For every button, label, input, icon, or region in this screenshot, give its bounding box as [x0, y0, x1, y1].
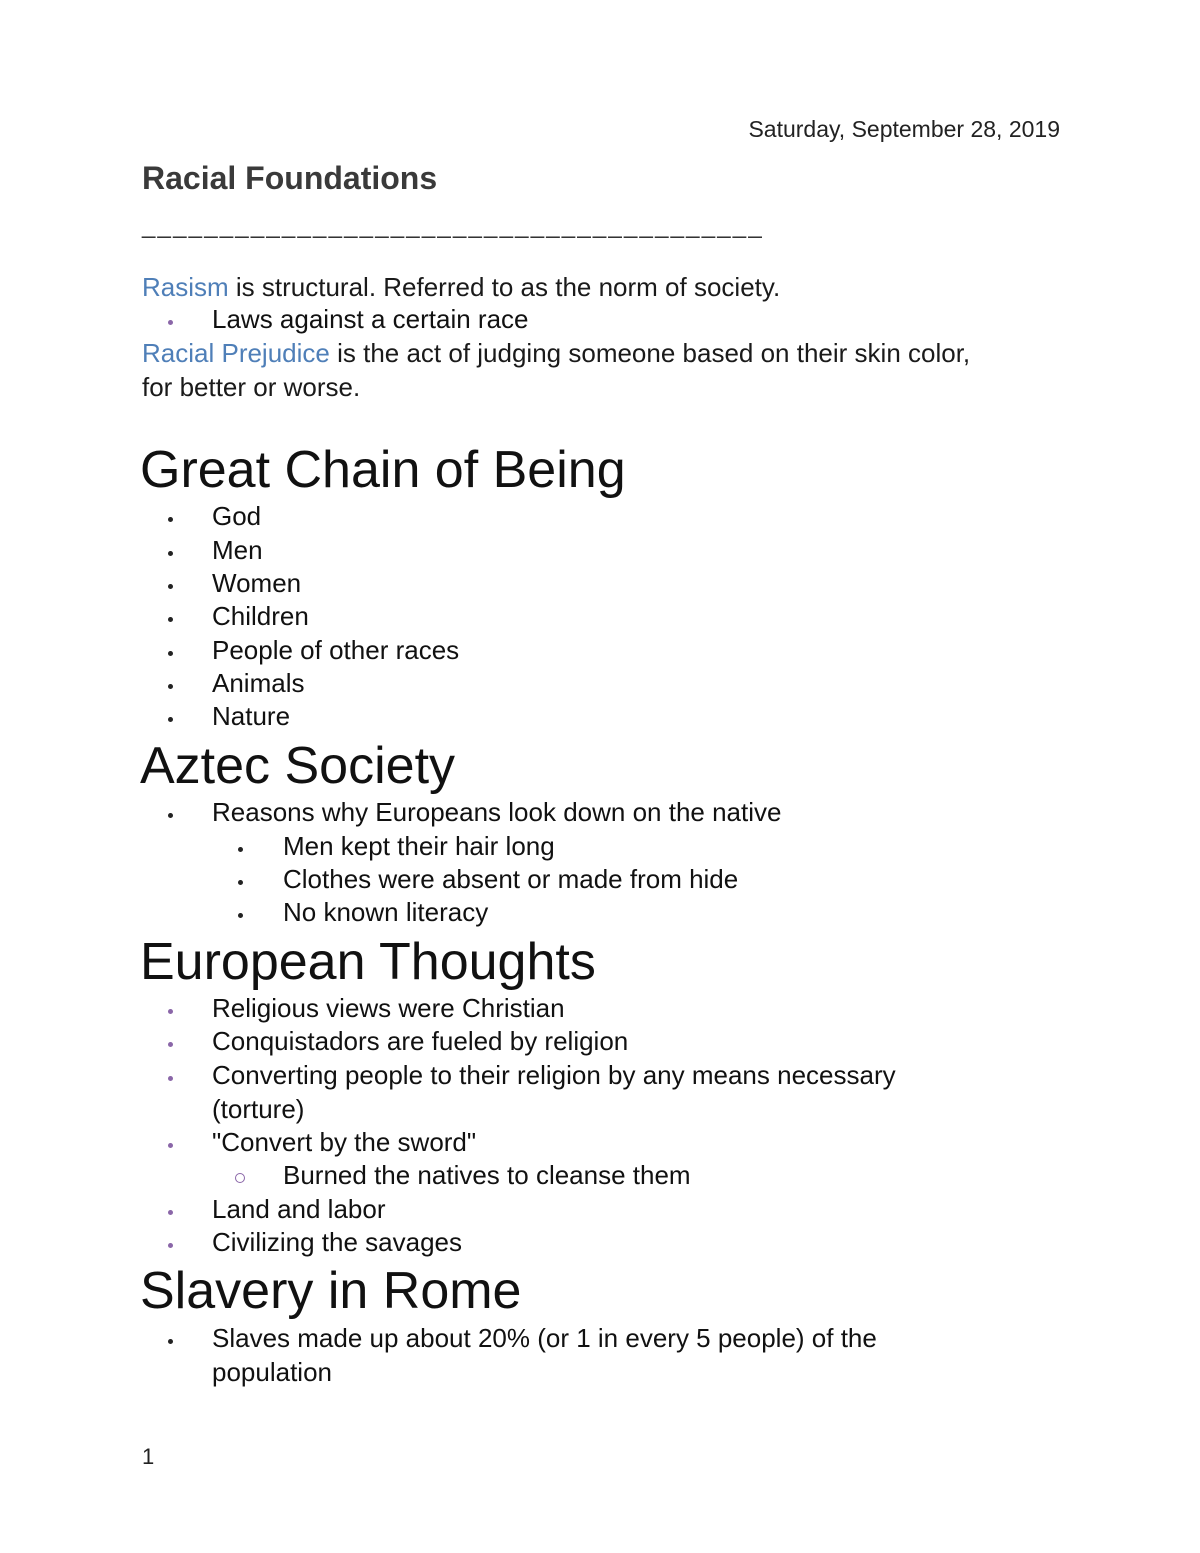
list-item: Land and labor — [212, 1194, 386, 1224]
list-item: Religious views were Christian — [212, 993, 565, 1023]
bullet-icon — [238, 913, 243, 918]
list-item: People of other races — [212, 635, 460, 665]
title-divider: ________________________________________ — [142, 212, 764, 239]
prejudice-term: Racial Prejudice — [142, 338, 330, 368]
list-subitem: Clothes were absent or made from hide — [283, 864, 739, 894]
racism-term: Rasism — [142, 272, 229, 302]
list-item: Civilizing the savages — [212, 1227, 463, 1257]
bullet-icon — [168, 1076, 173, 1081]
heading-great-chain: Great Chain of Being — [140, 441, 626, 499]
bullet-icon — [168, 584, 173, 589]
racism-definition — [142, 272, 780, 303]
bullet-icon — [238, 847, 243, 852]
racism-text: is structural. Referred to as the norm of society. — [228, 272, 781, 302]
note-date: Saturday, September 28, 2019 — [748, 116, 1060, 142]
heading-aztec-society: Aztec Society — [140, 737, 456, 795]
list-item: God — [212, 501, 262, 531]
list-item: Slaves made up about 20% (or 1 in every 5 people) of the — [212, 1323, 877, 1353]
list-subitem: No known literacy — [283, 897, 489, 927]
bullet-icon — [238, 880, 243, 885]
page-number: 1 — [142, 1444, 155, 1469]
list-item-continuation: population — [212, 1357, 332, 1387]
list-item: Converting people to their religion by any means necessary — [212, 1060, 896, 1090]
list-item: Animals — [212, 668, 305, 698]
prejudice-definition-cont: for better or worse. — [142, 372, 361, 402]
list-subitem: Burned the natives to cleanse them — [283, 1160, 691, 1190]
list-item: Children — [212, 601, 309, 631]
list-item: "Convert by the sword" — [212, 1127, 477, 1157]
bullet-icon — [168, 1210, 173, 1215]
list-item: Women — [212, 568, 302, 598]
bullet-icon — [168, 517, 173, 522]
bullet-icon — [168, 1143, 173, 1148]
list-item-continuation: (torture) — [212, 1094, 305, 1124]
bullet-icon — [168, 551, 173, 556]
note-title: Racial Foundations — [142, 160, 438, 196]
heading-slavery-rome: Slavery in Rome — [140, 1262, 522, 1320]
list-item: Conquistadors are fueled by religion — [212, 1026, 629, 1056]
bullet-icon — [168, 617, 173, 622]
bullet-icon — [168, 1042, 173, 1047]
heading-european-thoughts: European Thoughts — [140, 933, 596, 991]
bullet-icon — [168, 717, 173, 722]
bullet-icon — [168, 320, 173, 325]
list-subitem: Men kept their hair long — [283, 831, 555, 861]
bullet-icon — [168, 651, 173, 656]
bullet-icon — [168, 813, 173, 818]
bullet-icon — [168, 1243, 173, 1248]
bullet-icon — [168, 1009, 173, 1014]
list-item: Reasons why Europeans look down on the native — [212, 797, 782, 827]
bullet-icon — [168, 1339, 173, 1344]
prejudice-definition — [142, 338, 970, 369]
bullet-icon — [168, 684, 173, 689]
list-item: Nature — [212, 701, 291, 731]
circle-bullet-icon — [235, 1173, 245, 1183]
racism-bullet: Laws against a certain race — [212, 304, 529, 334]
list-item: Men — [212, 535, 263, 565]
prejudice-text: is the act of judging someone based on their skin color, — [329, 338, 971, 368]
